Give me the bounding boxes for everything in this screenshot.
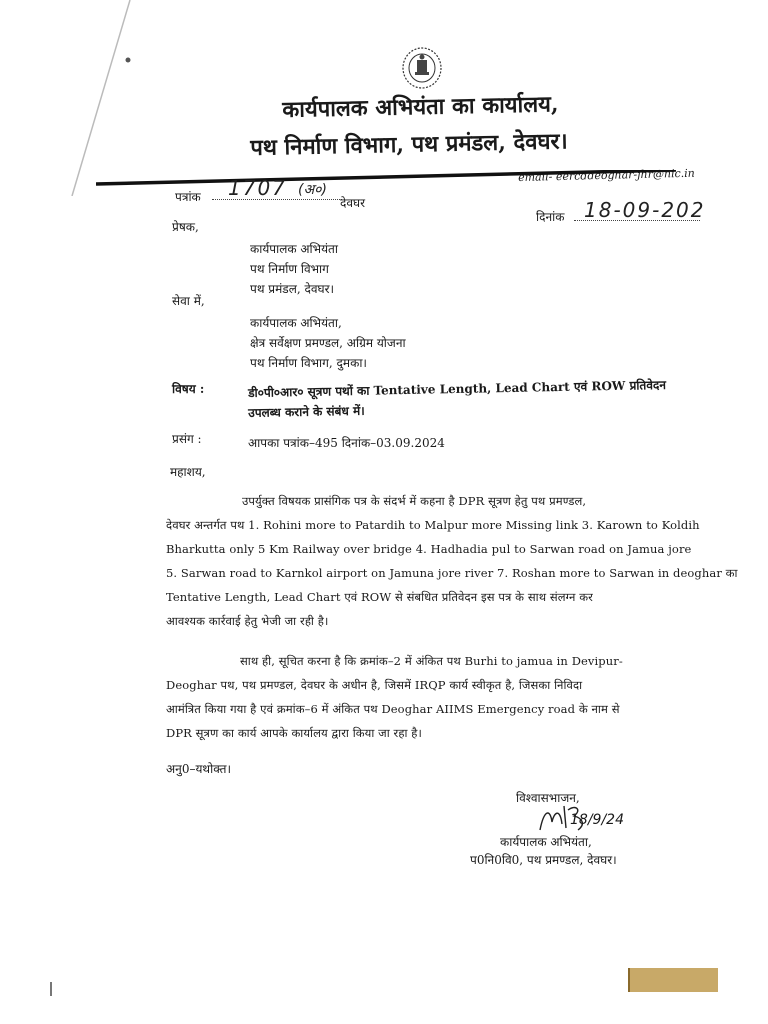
recipient-label: सेवा में, (172, 294, 205, 308)
dinank-value: 18-09-202 (584, 198, 706, 222)
patrank-place: देवघर (340, 196, 366, 210)
para1-line-5: Tentative Length, Lead Chart एवं ROW से संबधित प्रतिवेदन इस पत्र के साथ संलग्न कर (166, 590, 593, 604)
signatory-office: प0नि0वि0, पथ प्रमण्डल, देवघर। (470, 853, 617, 867)
office-title-line1: कार्यपालक अभियंता का कार्यालय, (282, 91, 559, 123)
para1-line-6: आवश्यक कार्रवाई हेतु भेजी जा रही है। (166, 614, 329, 628)
signature-date: 18/9/24 (570, 812, 624, 828)
sender-label: प्रेषक, (172, 220, 199, 234)
scan-scratch-mark (70, 0, 132, 196)
para1-line-3: Bharkutta only 5 Km Railway over bridge 4. Hadhadia pul to Sarwan road on Jamua jore (166, 542, 692, 556)
patrank-number: 1707 (228, 176, 287, 200)
para2-line-1: साथ ही, सूचित करना है कि क्रमांक–2 में अंकित पथ Burhi to jamua in Devipur- (240, 654, 623, 668)
enclosure-note: अनु0–यथोक्त। (166, 762, 232, 776)
patrank-suffix: (अ०) (298, 182, 327, 198)
subject-label: विषय : (172, 382, 205, 396)
patrank-label: पत्रांक (175, 190, 201, 204)
sender-line-2: पथ निर्माण विभाग (250, 262, 329, 276)
para2-line-4: DPR सूत्रण का कार्य आपके कार्यालय द्वारा किया जा रहा है। (166, 726, 422, 740)
para2-line-2: Deoghar पथ, पथ प्रमण्डल, देवघर के अधीन है, जिसमें IRQP कार्य स्वीकृत है, जिसका निविदा (166, 678, 583, 692)
closing-text: विश्वासभाजन, (516, 791, 580, 805)
subject-line-2: उपलब्ध कराने के संबंध में। (248, 403, 365, 420)
salutation: महाशय, (170, 465, 206, 479)
para2-line-3: आमंत्रित किया गया है एवं क्रमांक–6 में अंकित पथ Deoghar AIIMS Emergency road के नाम से (166, 702, 620, 716)
dinank-label: दिनांक (536, 210, 565, 224)
reference-label: प्रसंग : (172, 432, 202, 446)
sender-line-1: कार्यपालक अभियंता (250, 242, 338, 256)
recipient-line-1: कार्यपालक अभियंता, (250, 316, 342, 330)
government-emblem-icon (400, 45, 444, 91)
para1-line-1: उपर्युक्त विषयक प्रासंगिक पत्र के संदर्भ में कहना है DPR सूत्रण हेतु पथ प्रमण्डल, (242, 494, 587, 508)
office-email: email- eercddeoghar-jhr@nic.in (518, 166, 695, 184)
reference-text: आपका पत्रांक–495 दिनांक–03.09.2024 (248, 436, 445, 450)
para1-line-4: 5. Sarwan road to Karnkol airport on Jamuna jore river 7. Roshan more to Sarwan in deoghar का (166, 566, 738, 580)
recipient-line-2: क्षेत्र सर्वेक्षण प्रमण्डल, अग्रिम योजना (250, 336, 406, 350)
sender-line-3: पथ प्रमंडल, देवघर। (250, 282, 335, 296)
scan-stain-mark (628, 968, 718, 992)
recipient-line-3: पथ निर्माण विभाग, दुमका। (250, 356, 367, 370)
office-title-line2: पथ निर्माण विभाग, पथ प्रमंडल, देवघर। (250, 128, 569, 161)
para1-line-2: देवघर अन्तर्गत पथ 1. Rohini more to Patardih to Malpur more Missing link 3. Karown to Koldih (166, 518, 700, 532)
signatory-designation: कार्यपालक अभियंता, (500, 835, 592, 849)
subject-line-1: डी०पी०आर० सूत्रण पथों का Tentative Length, Lead Chart एवं ROW प्रतिवेदन (248, 377, 667, 400)
scan-edge-mark (50, 982, 52, 996)
